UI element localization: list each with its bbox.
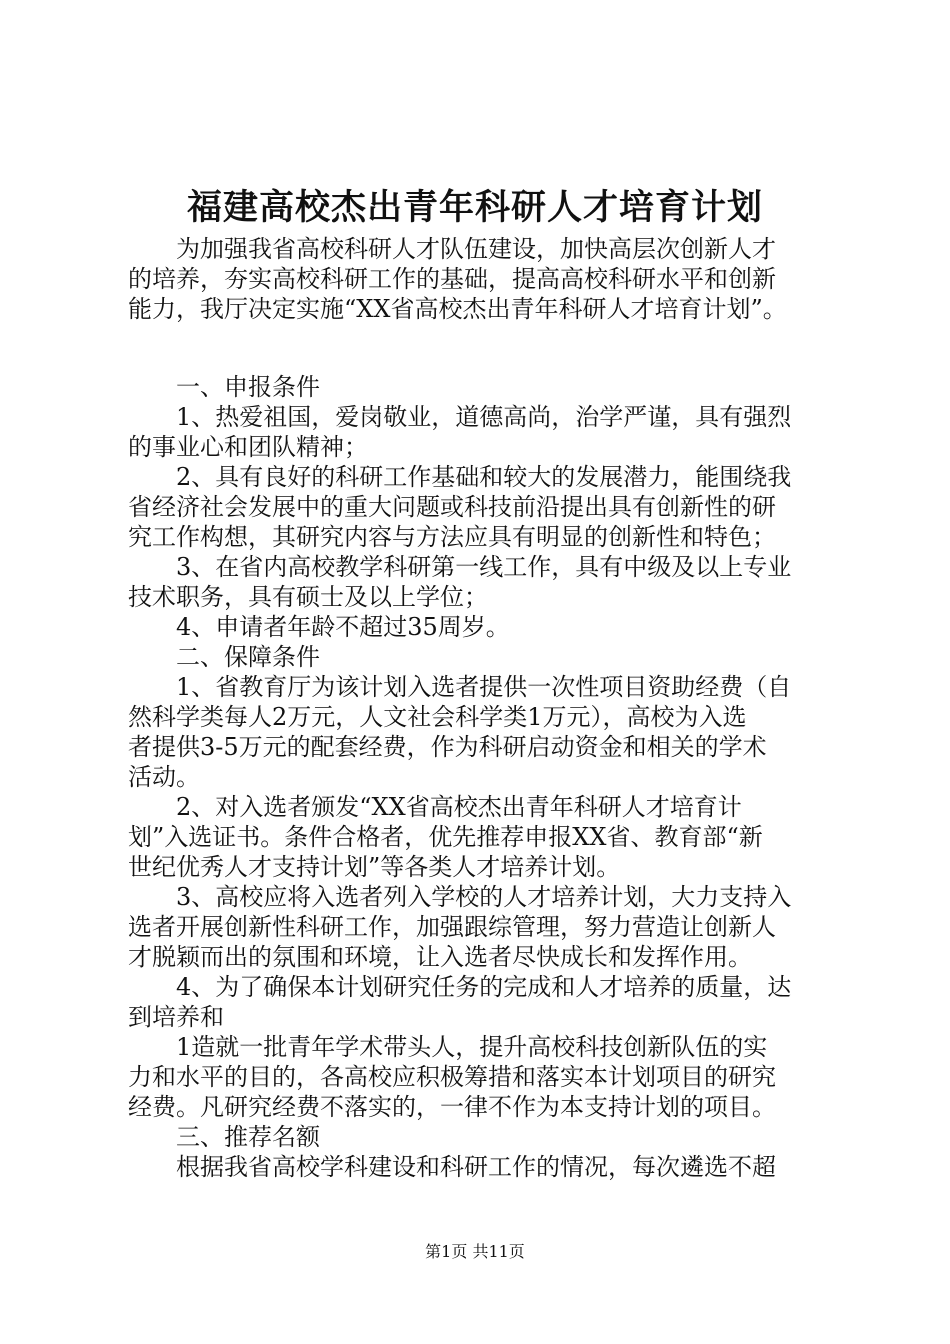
text-line: 选者开展创新性科研工作，加强跟综管理，努力营造让创新人: [128, 913, 776, 941]
text-line: 划”入选证书。条件合格者，优先推荐申报XX省、教育部“新: [128, 823, 763, 851]
text-line: 2、对入选者颁发“XX省高校杰出青年科研人才培育计: [128, 793, 742, 821]
text-line: 1造就一批青年学术带头人，提升高校科技创新队伍的实: [128, 1033, 768, 1061]
text-line: 根据我省高校学科建设和科研工作的情况，每次遴选不超: [128, 1153, 776, 1181]
text-line: 能力，我厅决定实施“XX省高校杰出青年科研人才培育计划”。: [128, 295, 787, 323]
text-line: 2、具有良好的科研工作基础和较大的发展潜力，能围绕我: [128, 463, 792, 491]
text-line: 经费。凡研究经费不落实的，一律不作为本支持计划的项目。: [128, 1093, 776, 1121]
text-line: 3、在省内高校教学科研第一线工作，具有中级及以上专业: [128, 553, 792, 581]
text-line: 二、保障条件: [128, 643, 320, 671]
text-line: 究工作构想，其研究内容与方法应具有明显的创新性和特色；: [128, 523, 776, 551]
blank-line: [128, 324, 840, 372]
text-line: 4、为了确保本计划研究任务的完成和人才培养的质量，达: [128, 973, 792, 1001]
text-line: 省经济社会发展中的重大问题或科技前沿提出具有创新性的研: [128, 493, 776, 521]
text-line: 到培养和: [128, 1003, 224, 1031]
text-line: 才脱颖而出的氛围和环境，让入选者尽快成长和发挥作用。: [128, 943, 752, 971]
text-line: 活动。: [128, 763, 200, 791]
text-line: 力和水平的目的，各高校应积极筹措和落实本计划项目的研究: [128, 1063, 776, 1091]
text-line: 3、高校应将入选者列入学校的人才培养计划，大力支持入: [128, 883, 792, 911]
text-line: 一、申报条件: [128, 373, 320, 401]
text-line: 技术职务，具有硕士及以上学位；: [128, 583, 488, 611]
text-line: 世纪优秀人才支持计划”等各类人才培养计划。: [128, 853, 621, 881]
page-footer: 第1页 共11页: [425, 1242, 525, 1261]
document-title: 福建高校杰出青年科研人才培育计划: [186, 187, 763, 228]
text-line: 的培养，夯实高校科研工作的基础，提高高校科研水平和创新: [128, 265, 776, 293]
text-line: 的事业心和团队精神；: [128, 433, 368, 461]
text-line: 1、热爱祖国，爱岗敬业，道德高尚，治学严谨，具有强烈: [128, 403, 792, 431]
text-line: 4、申请者年龄不超过35周岁。: [128, 613, 510, 641]
text-line: 者提供3-5万元的配套经费，作为科研启动资金和相关的学术: [128, 733, 767, 761]
text-line: 1、省教育厅为该计划入选者提供一次性项目资助经费（自: [128, 673, 792, 701]
text-line: 然科学类每人2万元，人文社会科学类1万元），高校为入选: [128, 703, 747, 731]
text-line: 三、推荐名额: [128, 1123, 320, 1151]
text-line: 为加强我省高校科研人才队伍建设，加快高层次创新人才: [128, 235, 776, 263]
document-body: [128, 234, 840, 1182]
